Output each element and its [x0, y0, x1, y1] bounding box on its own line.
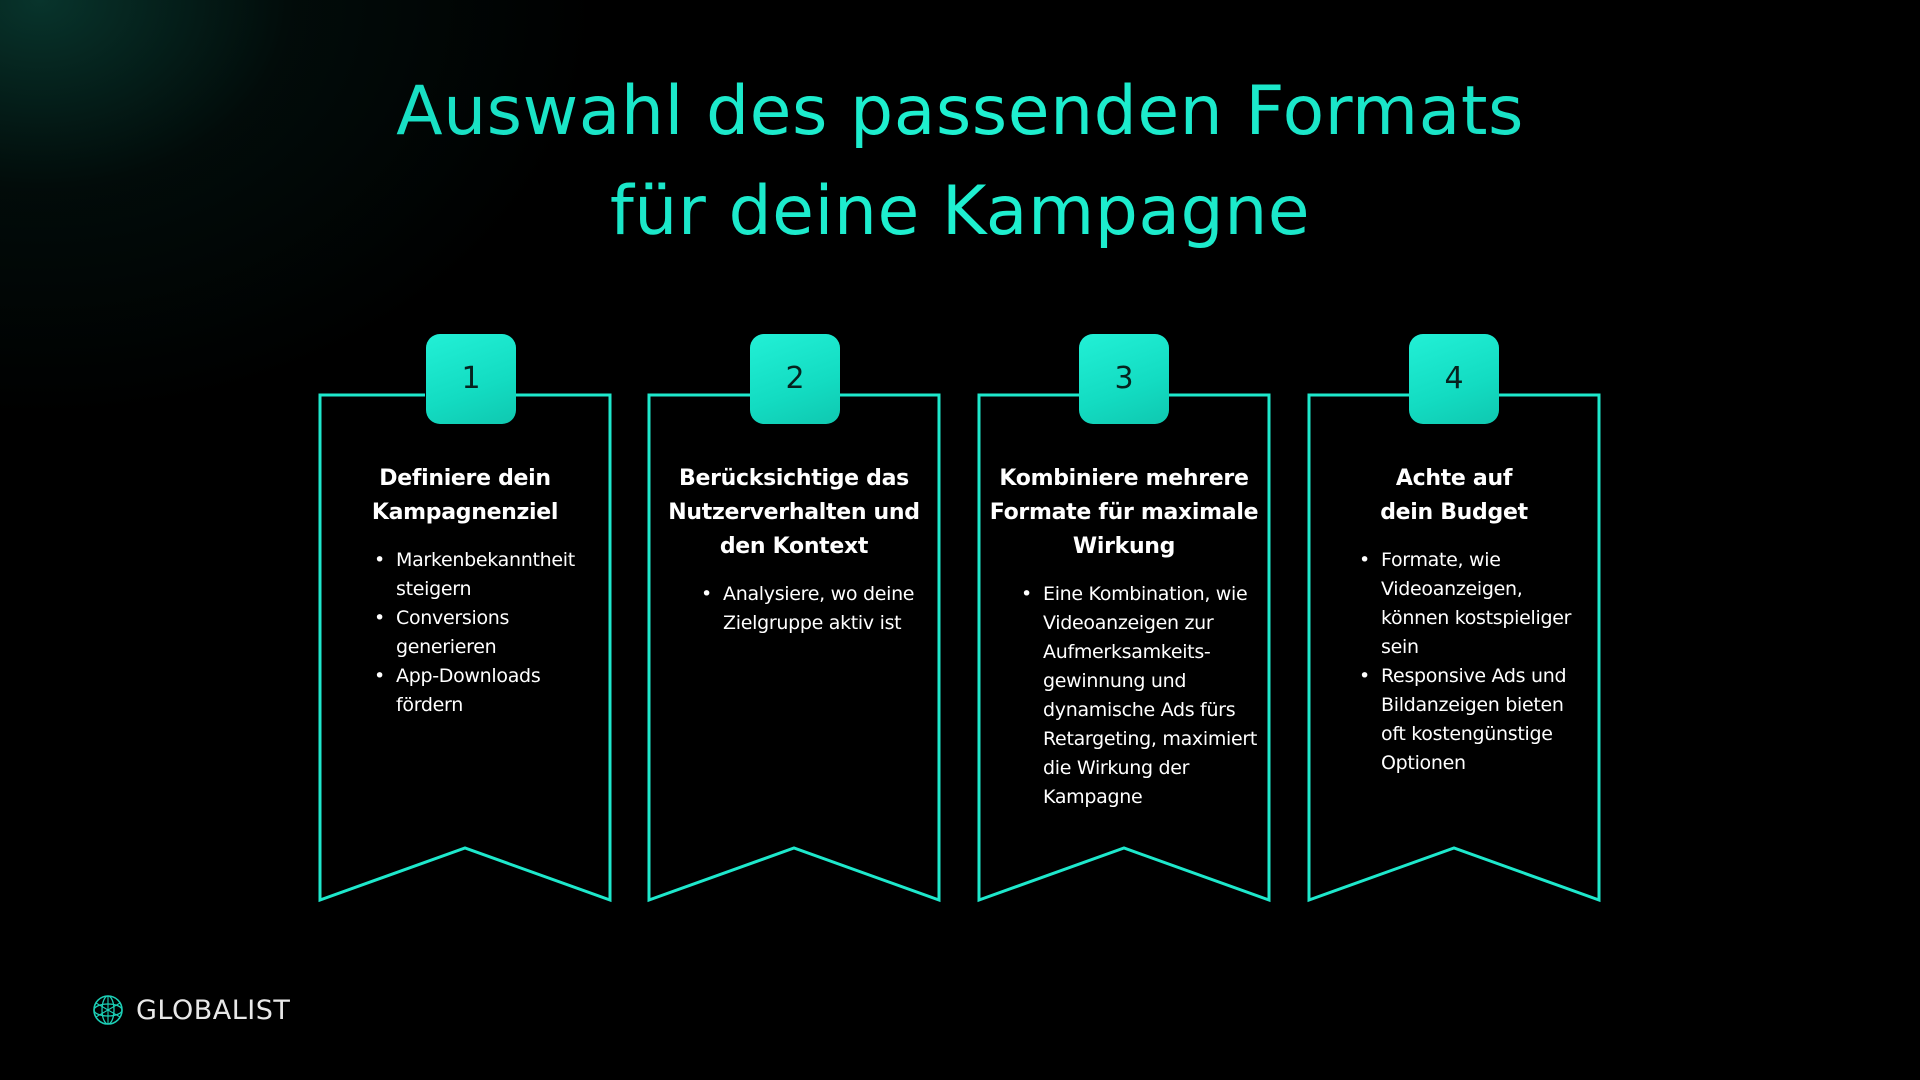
list-item: • Conversions generieren [372, 604, 610, 662]
step-list [699, 580, 919, 638]
title-line-1: Auswahl des passenden Formats [0, 62, 1920, 162]
list-item: • Markenbekanntheit steigern [372, 546, 610, 604]
list-item: • Eine Kombination, wie Videoanzeigen zur Aufmerksamkeits-gewinnung und dynamische Ads fürs Retargeting, maximiert die Wirkung der Kampagne [1019, 580, 1259, 812]
step-title: Kombiniere mehrere Formate für maximale Wirkung [989, 466, 1259, 559]
step-card-2 [649, 334, 979, 904]
step-title: Achte auf dein Budget [1380, 466, 1528, 525]
list-item: • Analysiere, wo deine Zielgruppe aktiv ist [699, 580, 919, 638]
step-card-4 [1309, 334, 1639, 904]
step-title: Definiere dein Kampagnenziel [371, 466, 559, 525]
list-item: • Responsive Ads und Bildanzeigen bieten oft kostengünstige Optionen [1357, 662, 1577, 778]
step-card-3 [979, 334, 1309, 904]
step-number-badge: 1 [426, 334, 516, 424]
brand-logo [92, 990, 290, 1030]
step-list [372, 546, 610, 720]
step-number-badge: 2 [750, 334, 840, 424]
list-item: • App-Downloads fördern [372, 662, 610, 720]
title-line-2: für deine Kampagne [0, 162, 1920, 262]
step-title: Berücksichtige das Nutzerverhalten und den Kontext [668, 466, 920, 559]
step-card-1 [320, 334, 650, 904]
step-list [1019, 580, 1259, 812]
step-number-badge: 3 [1079, 334, 1169, 424]
globe-icon [92, 994, 124, 1026]
list-item: • Formate, wie Videoanzeigen, können kostspieliger sein [1357, 546, 1577, 662]
brand-name: GLOBALIST [136, 994, 291, 1026]
step-number-badge: 4 [1409, 334, 1499, 424]
step-list [1357, 546, 1577, 778]
